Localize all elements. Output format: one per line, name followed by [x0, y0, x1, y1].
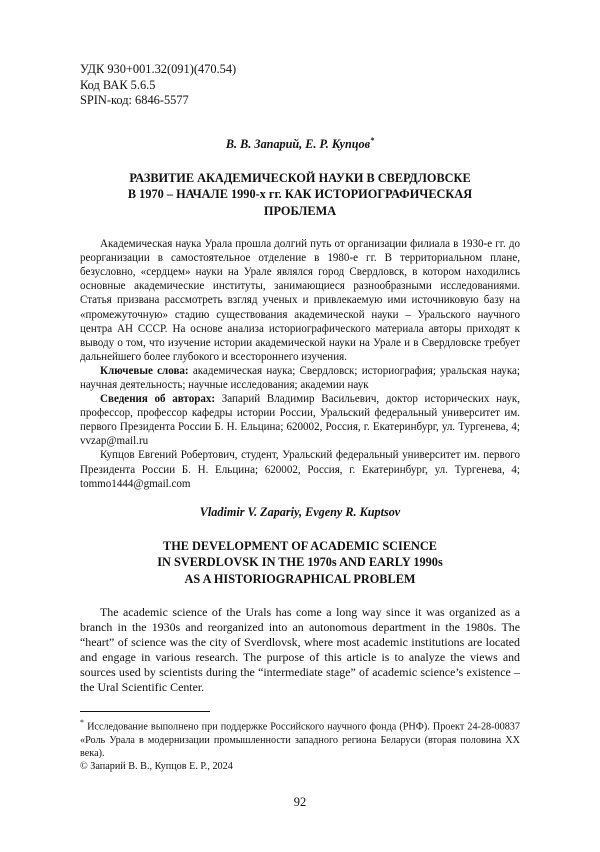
footnote-mark: * [80, 718, 84, 728]
vak-code: Код ВАК 5.6.5 [80, 77, 156, 92]
authors-ru-names: В. В. Запарий, Е. Р. Купцов [225, 136, 371, 151]
abstract-en-text: The academic science of the Urals has come a long way since it was organized as a branch in the 1930s and reorganized into an autonomous department in the 1980s. The “heart” of science was the city of Sverdlovsk, where most academic institutions are located and engage in various research. The purpose of this article is to analyze the views and sources used by scientists during the “intermediate stage” of academic science’s existence – the Ural Scientific Center. [80, 605, 520, 695]
title-ru-line: В 1970 – НАЧАЛЕ 1990-х гг. КАК ИСТОРИОГРАФИЧЕСКАЯ [127, 187, 473, 202]
article-metadata [80, 62, 520, 109]
authors-info-ru [80, 392, 520, 448]
keywords-ru [80, 364, 520, 392]
article-title-en [80, 538, 520, 588]
abstract-ru-text: Академическая наука Урала прошла долгий путь от организации филиала в 1930-е гг. до реорганизации в самостоятельное отделение в 1980-е гг. В территориальном плане, безусловно, «сердцем» науки на Урале являлся город Свердловск, в котором находились основные академические институты, занимающиеся разнообразными исследованиями. Статья призвана рассмотреть взгляд ученых и привлекаемую ими источниковую базу на «промежуточную» стадию существования академической науки – Уральского научного центра АН СССР. На основе анализа историографического материала авторы приходят к выводу о том, что изучение истории академической науки на Урале и в Свердловске требует дальнейшего более глубокого и всестороннего изучения. [80, 238, 520, 363]
footnote-funding [80, 716, 520, 759]
authors-ru [80, 133, 520, 152]
footnote-divider [80, 711, 210, 712]
authors-en: Vladimir V. Zapariy, Evgeny R. Kuptsov [199, 504, 401, 519]
title-en-line: AS A HISTORIOGRAPHICAL PROBLEM [184, 571, 416, 586]
title-ru-line: РАЗВИТИЕ АКАДЕМИЧЕСКОЙ НАУКИ В СВЕРДЛОВСКЕ [129, 170, 471, 185]
title-en-line: IN SVERDLOVSK IN THE 1970s AND EARLY 1990s [157, 555, 443, 570]
authors-info-label: Сведения об авторах: [100, 393, 216, 406]
udc-code: УДК 930+001.32(091)(470.54) [80, 62, 237, 76]
keywords-label: Ключевые слова: [100, 364, 189, 377]
footnote-funding-text: Исследование выполнено при поддержке Российского научного фонда (РНФ). Проект 24-28-00837 «Роль Урала в модернизации промышленности западного региона Беларуси (вторая половина XX века). [80, 721, 520, 759]
title-en-line: THE DEVELOPMENT OF ACADEMIC SCIENCE [163, 538, 437, 553]
author1-info: Запарий Владимир Васильевич, доктор исторических наук, профессор, профессор кафедры истории России, Уральский федеральный университет им. первого Президента России Б. Н. Ельцина; 620002, Россия, г. Екатеринбург, ул. Тургенева, 4; vvzap@mail.ru [80, 393, 520, 448]
author2-info: Купцов Евгений Робертович, студент, Уральский федеральный университет им. первого Президента России Б. Н. Ельцина; 620002, Россия, г. Екатеринбург, ул. Тургенева, 4; tommo1444@gmail.com [80, 449, 520, 490]
abstract-ru [80, 237, 520, 491]
abstract-en [80, 605, 520, 695]
footnote [80, 716, 520, 772]
copyright: © Запарий В. В., Купцов Е. Р., 2024 [80, 760, 233, 772]
article-page [80, 62, 520, 773]
page-number: 92 [293, 795, 307, 809]
spin-code: SPIN-код: 6846-5577 [80, 93, 189, 107]
article-title-ru [80, 170, 520, 220]
title-ru-line: ПРОБЛЕМА [263, 203, 337, 218]
footnote-marker: * [370, 135, 375, 145]
keywords-text: академическая наука; Свердловск; историография; уральская наука; научная деятельность; научные исследования; академии наук [80, 364, 521, 391]
